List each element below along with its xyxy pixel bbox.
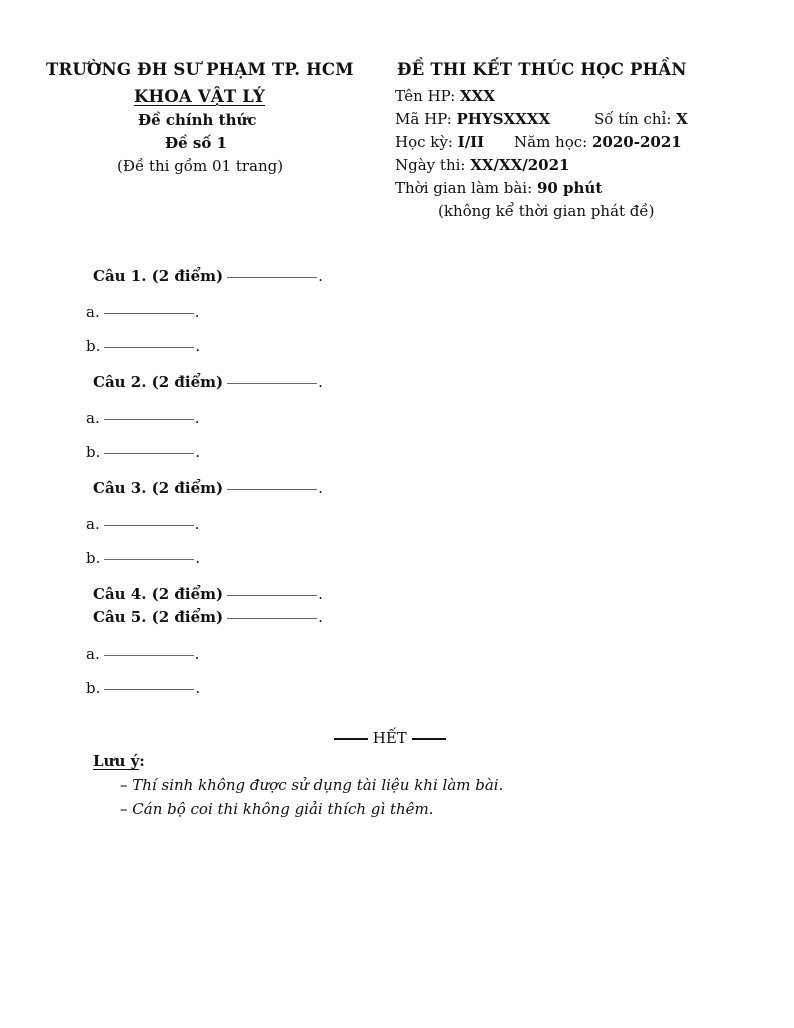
duration-note: (không kể thời gian phát đề) <box>438 202 655 220</box>
answer-line <box>227 277 317 278</box>
question-2: Câu 2. (2 điểm) . <box>93 373 323 391</box>
semester-row <box>395 133 484 151</box>
question-4: Câu 4. (2 điểm) . <box>93 585 323 603</box>
end-text: HẾT <box>372 729 407 747</box>
answer-line <box>104 559 194 560</box>
question-label: Câu 1. (2 điểm) <box>93 267 224 285</box>
answer-line <box>227 489 317 490</box>
answer-line <box>104 689 194 690</box>
course-name-row <box>395 87 495 105</box>
year-row <box>514 133 682 151</box>
note-item-2: – Cán bộ coi thi không giải thích gì thêm. <box>120 800 434 818</box>
answer-line <box>104 313 194 314</box>
part-label: b. <box>86 337 101 355</box>
semester-label: Học kỳ: <box>395 133 458 151</box>
part-label: b. <box>86 549 101 567</box>
part-label: a. <box>86 303 100 321</box>
duration-row <box>395 179 602 197</box>
credits-row <box>594 110 688 128</box>
question-3: Câu 3. (2 điểm) . <box>93 479 323 497</box>
duration-value: 90 phút <box>536 179 603 197</box>
question-5: Câu 5. (2 điểm) . <box>93 608 323 626</box>
question-1: Câu 1. (2 điểm) . <box>93 267 323 285</box>
question-3-part-b: b. . <box>86 549 201 567</box>
question-3-part-a: a. . <box>86 515 200 533</box>
faculty-name: KHOA VẬT LÝ <box>134 87 266 106</box>
question-2-part-a: a. . <box>86 409 200 427</box>
question-1-part-a: a. . <box>86 303 200 321</box>
answer-line <box>227 383 317 384</box>
credits-value: X <box>676 110 688 128</box>
answer-line <box>104 419 194 420</box>
question-label: Câu 2. (2 điểm) <box>93 373 224 391</box>
part-label: a. <box>86 409 100 427</box>
question-5-part-a: a. . <box>86 645 200 663</box>
answer-line <box>104 525 194 526</box>
answer-line <box>227 618 317 619</box>
date-row <box>395 156 570 174</box>
answer-line <box>104 453 194 454</box>
year-value: 2020-2021 <box>591 133 682 151</box>
answer-line <box>227 595 317 596</box>
course-name-value: XXX <box>460 87 495 105</box>
question-5-part-b: b. . <box>86 679 201 697</box>
end-marker <box>334 729 446 747</box>
date-label: Ngày thi: <box>395 156 471 174</box>
question-label: Câu 3. (2 điểm) <box>93 479 224 497</box>
exam-number: Đề số 1 <box>165 134 227 152</box>
semester-value: I/II <box>457 133 485 151</box>
course-code-row <box>395 110 550 128</box>
part-label: a. <box>86 645 100 663</box>
part-label: a. <box>86 515 100 533</box>
part-label: b. <box>86 679 101 697</box>
part-label: b. <box>86 443 101 461</box>
exam-status: Đề chính thức <box>138 111 257 129</box>
end-dash-left <box>334 738 368 740</box>
question-1-part-b: b. . <box>86 337 201 355</box>
question-label: Câu 5. (2 điểm) <box>93 608 224 626</box>
note-title: Lưu ý: <box>93 752 145 770</box>
page-count: (Đề thi gồm 01 trang) <box>117 157 284 175</box>
course-code-label: Mã HP: <box>395 110 457 128</box>
exam-title: ĐỀ THI KẾT THÚC HỌC PHẦN <box>397 60 687 79</box>
course-name-label: Tên HP: <box>395 87 461 105</box>
question-2-part-b: b. . <box>86 443 201 461</box>
end-dash-right <box>412 738 446 740</box>
answer-line <box>104 655 194 656</box>
answer-line <box>104 347 194 348</box>
question-label: Câu 4. (2 điểm) <box>93 585 224 603</box>
university-name: TRƯỜNG ĐH SƯ PHẠM TP. HCM <box>46 60 354 79</box>
year-label: Năm học: <box>514 133 592 151</box>
duration-label: Thời gian làm bài: <box>395 179 537 197</box>
note-item-1: – Thí sinh không được sử dụng tài liệu khi làm bài. <box>120 776 504 794</box>
date-value: XX/XX/2021 <box>470 156 570 174</box>
credits-label: Số tín chỉ: <box>594 110 677 128</box>
course-code-value: PHYSXXXX <box>456 110 551 128</box>
